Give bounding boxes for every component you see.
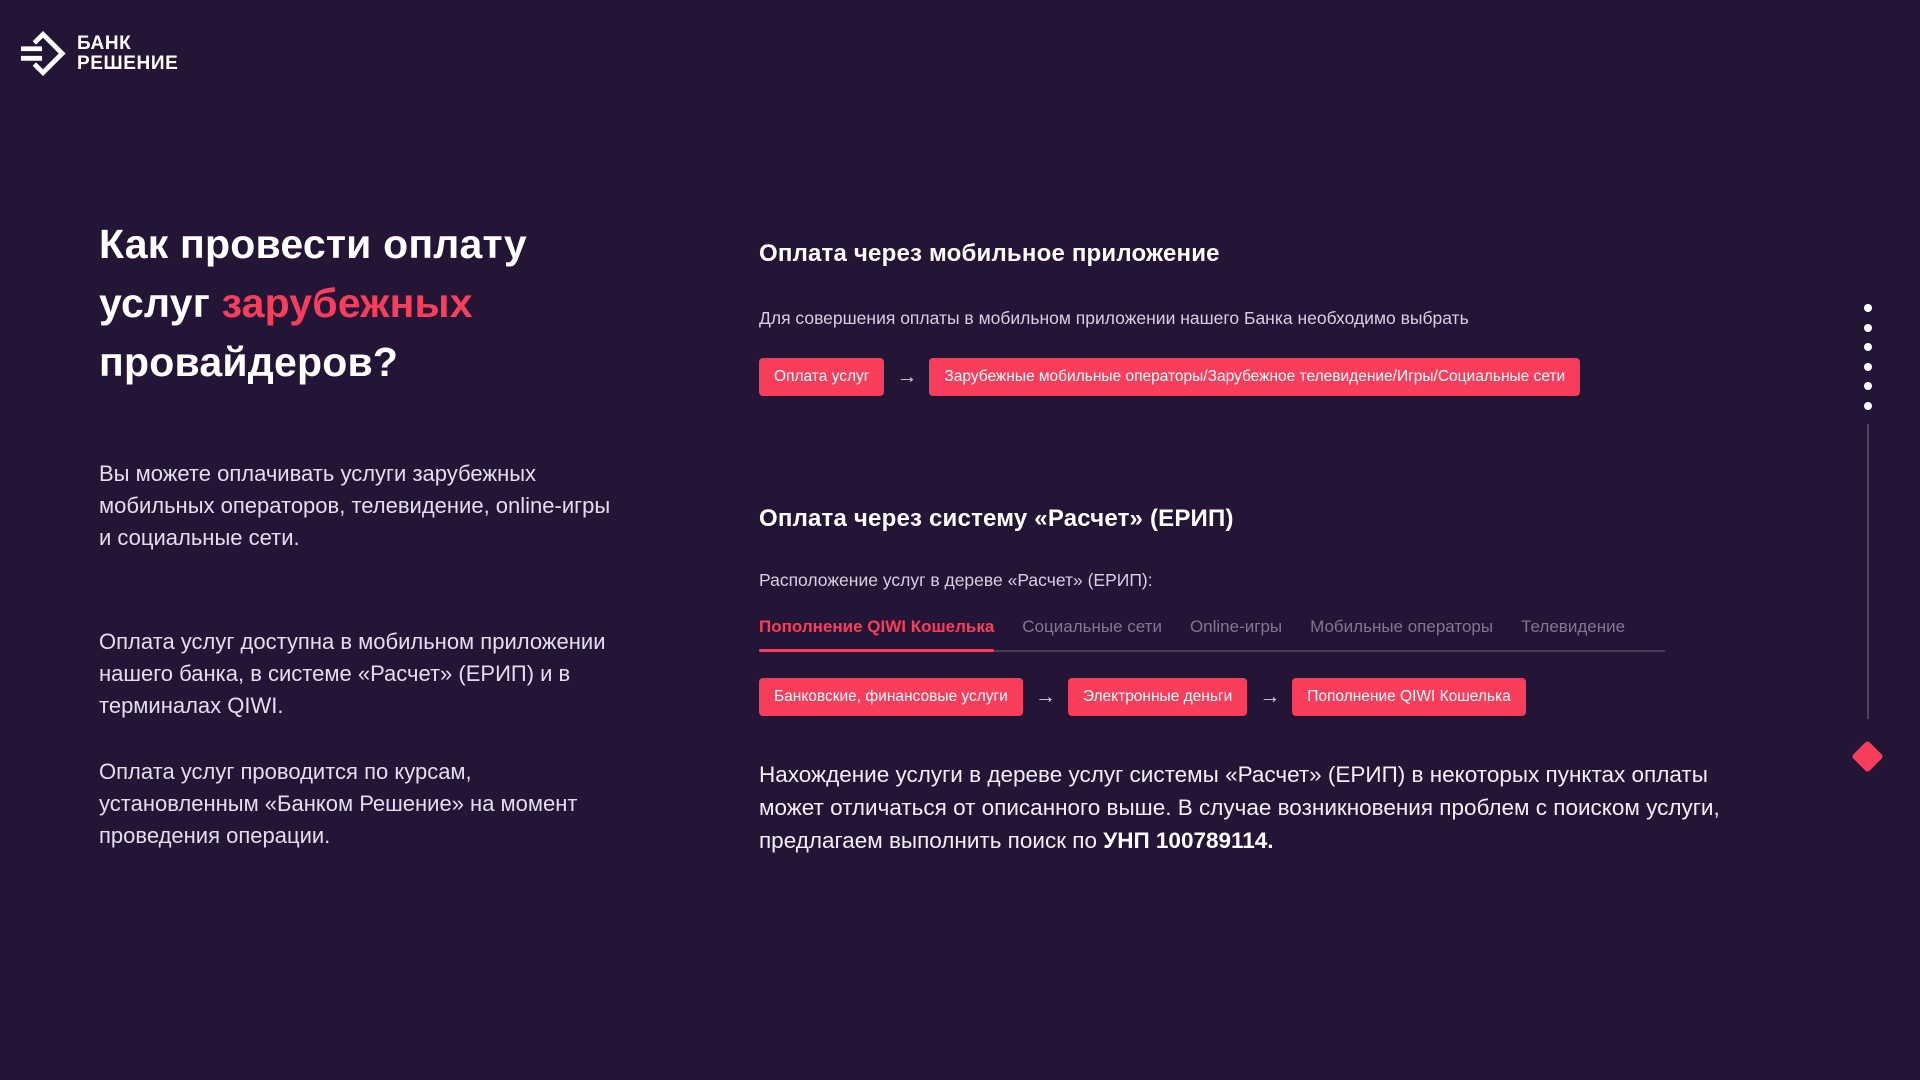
- intro-paragraph-2: Оплата услуг доступна в мобильном приложении нашего банка, в системе «Расчет» (ЕРИП) и в терминалах QIWI.: [99, 629, 606, 718]
- scroll-dot-4[interactable]: [1864, 363, 1872, 371]
- tab-television[interactable]: Телевидение: [1521, 617, 1626, 636]
- tab-qiwi-wallet[interactable]: Пополнение QIWI Кошелька: [759, 617, 995, 636]
- scroll-thumb-diamond-icon[interactable]: [1851, 740, 1884, 773]
- page-title-line2-white: услуг: [99, 280, 210, 326]
- step-button-foreign-operators[interactable]: Зарубежные мобильные операторы/Зарубежное телевидение/Игры/Социальные сети: [929, 358, 1580, 396]
- erip-note-text: Нахождение услуги в дереве услуг системы «Расчет» (ЕРИП) в некоторых пунктах оплаты может отличаться от описанного выше. В случае возникновения проблем с поиском услуги, предлагаем выполнить поиск по: [759, 762, 1720, 853]
- logo-text-line1: БАНК: [77, 32, 132, 54]
- tab-social-networks[interactable]: Социальные сети: [1022, 617, 1162, 636]
- arrow-right-icon: →: [896, 365, 918, 388]
- erip-section-subtitle: Расположение услуг в дереве «Расчет» (ЕРИП):: [759, 570, 1153, 590]
- scroll-dots: [1864, 304, 1872, 421]
- intro-paragraph-1: Вы можете оплачивать услуги зарубежных мобильных операторов, телевидение, online-игры и социальные сети.: [99, 461, 611, 550]
- scroll-dot-5[interactable]: [1864, 382, 1872, 390]
- logo-text-line2: РЕШЕНИЕ: [77, 52, 179, 74]
- scroll-dot-6[interactable]: [1864, 402, 1872, 410]
- erip-note: [759, 758, 1727, 857]
- page-title-line3: провайдеров?: [99, 339, 399, 385]
- page-title-line1: Как провести оплату: [99, 221, 527, 267]
- bank-logo[interactable]: [20, 30, 178, 77]
- bank-logo-text: [77, 34, 178, 74]
- erip-payment-path: [759, 678, 1526, 716]
- step-button-payment-services[interactable]: Оплата услуг: [759, 358, 884, 396]
- erip-section-title: Оплата через систему «Расчет» (ЕРИП): [759, 505, 1234, 532]
- mobile-section-title: Оплата через мобильное приложение: [759, 240, 1220, 267]
- step-button-banking-services[interactable]: Банковские, финансовые услуги: [759, 678, 1023, 716]
- step-button-electronic-money[interactable]: Электронные деньги: [1068, 678, 1247, 716]
- mobile-payment-path: [759, 358, 1580, 396]
- tab-online-games[interactable]: Online-игры: [1189, 617, 1283, 636]
- page-title-line2-accent: зарубежных: [221, 280, 473, 326]
- scroll-dot-1[interactable]: [1864, 304, 1872, 312]
- scroll-dot-2[interactable]: [1864, 324, 1872, 332]
- erip-tabs: [759, 617, 1665, 652]
- arrow-right-icon: →: [1034, 685, 1056, 708]
- scroll-dot-3[interactable]: [1864, 343, 1872, 351]
- intro-paragraph-3: Оплата услуг проводится по курсам, установленным «Банком Решение» на момент проведения операции.: [99, 759, 578, 848]
- mobile-section-subtitle: Для совершения оплаты в мобильном приложении нашего Банка необходимо выбрать: [759, 308, 1469, 328]
- intro-column: [99, 215, 611, 852]
- arrow-right-icon: →: [1259, 685, 1281, 708]
- erip-note-unp: УНП 100789114.: [1103, 828, 1274, 853]
- scroll-track[interactable]: [1867, 424, 1869, 719]
- bank-logo-icon: [20, 30, 66, 77]
- page-title: [99, 215, 611, 392]
- page-title-line2: [99, 274, 611, 333]
- tab-mobile-operators[interactable]: Мобильные операторы: [1310, 617, 1494, 636]
- step-button-qiwi-topup[interactable]: Пополнение QIWI Кошелька: [1292, 678, 1525, 716]
